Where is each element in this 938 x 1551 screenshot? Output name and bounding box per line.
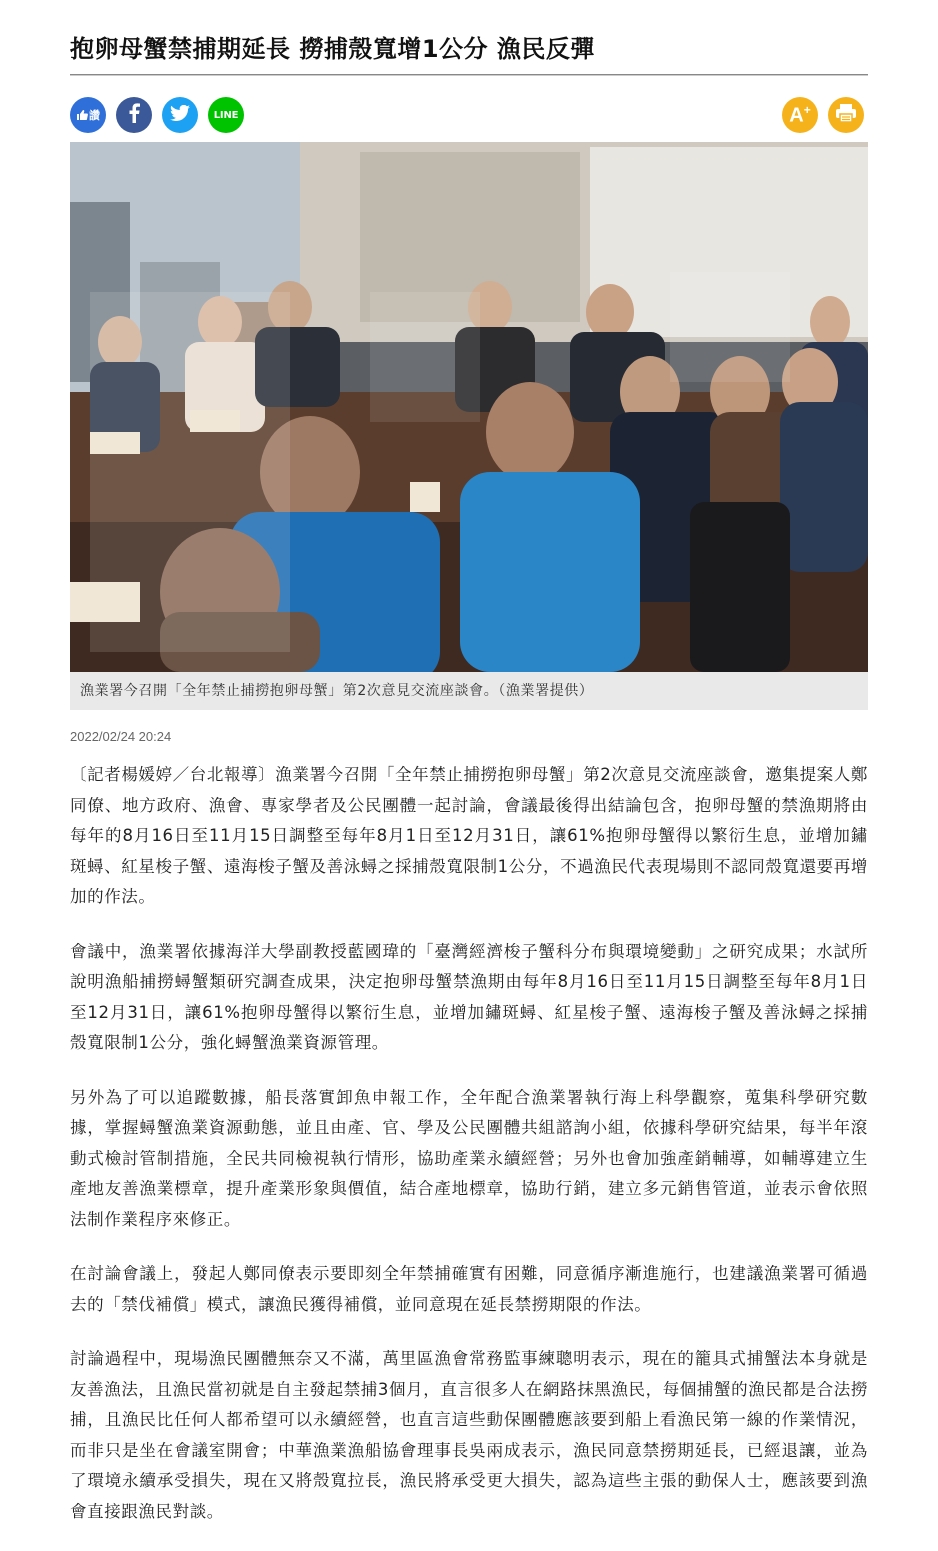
publish-date: 2022/02/24 20:24 (70, 729, 172, 744)
twitter-icon (170, 105, 190, 125)
print-button[interactable] (828, 97, 864, 133)
line-share-button[interactable] (208, 97, 244, 133)
article-paragraph: 〔記者楊媛婷／台北報導〕漁業署今召開「全年禁止捕撈抱卵母蟹」第2次意見交流座談會，邀集提案人鄭同僚、地方政府、漁會、專家學者及公民團體一起討論，會議最後得出結論包含，抱卵母蟹的禁漁期將由每年的8月16日至11月15日調整至每年8月1日至12月31日，讓61%抱卵母蟹得以繁衍生息，並增加鏽斑蟳、紅星梭子蟹、遠海梭子蟹及善泳蟳之採捕殼寬限制1公分，不過漁民代表現場則不認同殼寬還要再增加的作法。 (70, 765, 868, 906)
article-tools (782, 97, 864, 133)
print-icon (835, 103, 857, 127)
article-paragraph: 另外為了可以追蹤數據，船長落實卸魚申報工作，全年配合漁業署執行海上科學觀察，蒐集科學研究數據，掌握蟳蟹漁業資源動態，並且由產、官、學及公民團體共組諮詢小組，依據科學研究結果，每半年滾動式檢討管制措施，全民共同檢視執行情形，協助產業永續經營；另外也會加強產銷輔導，如輔導建立生產地友善漁業標章，提升產業形象與價值，結合產地標章，協助行銷，建立多元銷售管道，並表示會依照法制作業程序來修正。 (70, 1087, 868, 1229)
font-size-icon: A+ (789, 102, 811, 127)
facebook-share-button[interactable] (116, 97, 152, 133)
share-bar (70, 97, 244, 133)
article-paragraph: 討論過程中，現場漁民團體無奈又不滿，萬里區漁會常務監事練聰明表示，現在的籠具式捕蟹法本身就是友善漁法，且漁民當初就是自主發起禁捕3個月，直言很多人在網路抹黑漁民，每個捕蟹的漁民都是合法撈捕，且漁民比任何人都希望可以永續經營，也直言這些動保團體應該要到船上看漁民第一線的作業情況，而非只是坐在會議室開會；中華漁業漁船協會理事長吳兩成表示，漁民同意禁撈期延長，已經退讓，並為了環境永續承受損失，現在又將殼寬拉長，漁民將承受更大損失，認為這些主張的動保人士，應該要到漁會直接跟漁民對談。 (70, 1349, 868, 1521)
like-button[interactable] (70, 97, 106, 133)
article-paragraph: 會議中，漁業署依據海洋大學副教授藍國瑋的「臺灣經濟梭子蟹科分布與環境變動」之研究成果；水試所說明漁船捕撈蟳蟹類研究調查成果，決定抱卵母蟹禁漁期由每年8月16日至11月15日調整至每年8月1日至12月31日，讓61%抱卵母蟹得以繁衍生息，並增加鏽斑蟳、紅星梭子蟹、遠海梭子蟹及善泳蟳之採捕殼寬限制1公分，強化蟳蟹漁業資源管理。 (70, 941, 868, 1052)
twitter-share-button[interactable] (162, 97, 198, 133)
font-size-button[interactable] (782, 97, 818, 133)
facebook-icon (127, 103, 141, 127)
photo-caption: 漁業署今召開「全年禁止捕撈抱卵母蟹」第2次意見交流座談會。（漁業署提供） (70, 672, 868, 710)
title-divider (70, 74, 868, 76)
article-title: 抱卵母蟹禁捕期延長 撈捕殼寬增1公分 漁民反彈 (70, 35, 595, 63)
line-icon: LINE (213, 109, 239, 121)
article-photo (70, 142, 868, 672)
article-body (70, 760, 868, 1551)
article-paragraph: 在討論會議上，發起人鄭同僚表示要即刻全年禁捕確實有困難，同意循序漸進施行，也建議漁業署可循過去的「禁伐補償」模式，讓漁民獲得補償，並同意現在延長禁撈期限的作法。 (70, 1264, 868, 1314)
like-icon: 讚 (76, 107, 100, 123)
